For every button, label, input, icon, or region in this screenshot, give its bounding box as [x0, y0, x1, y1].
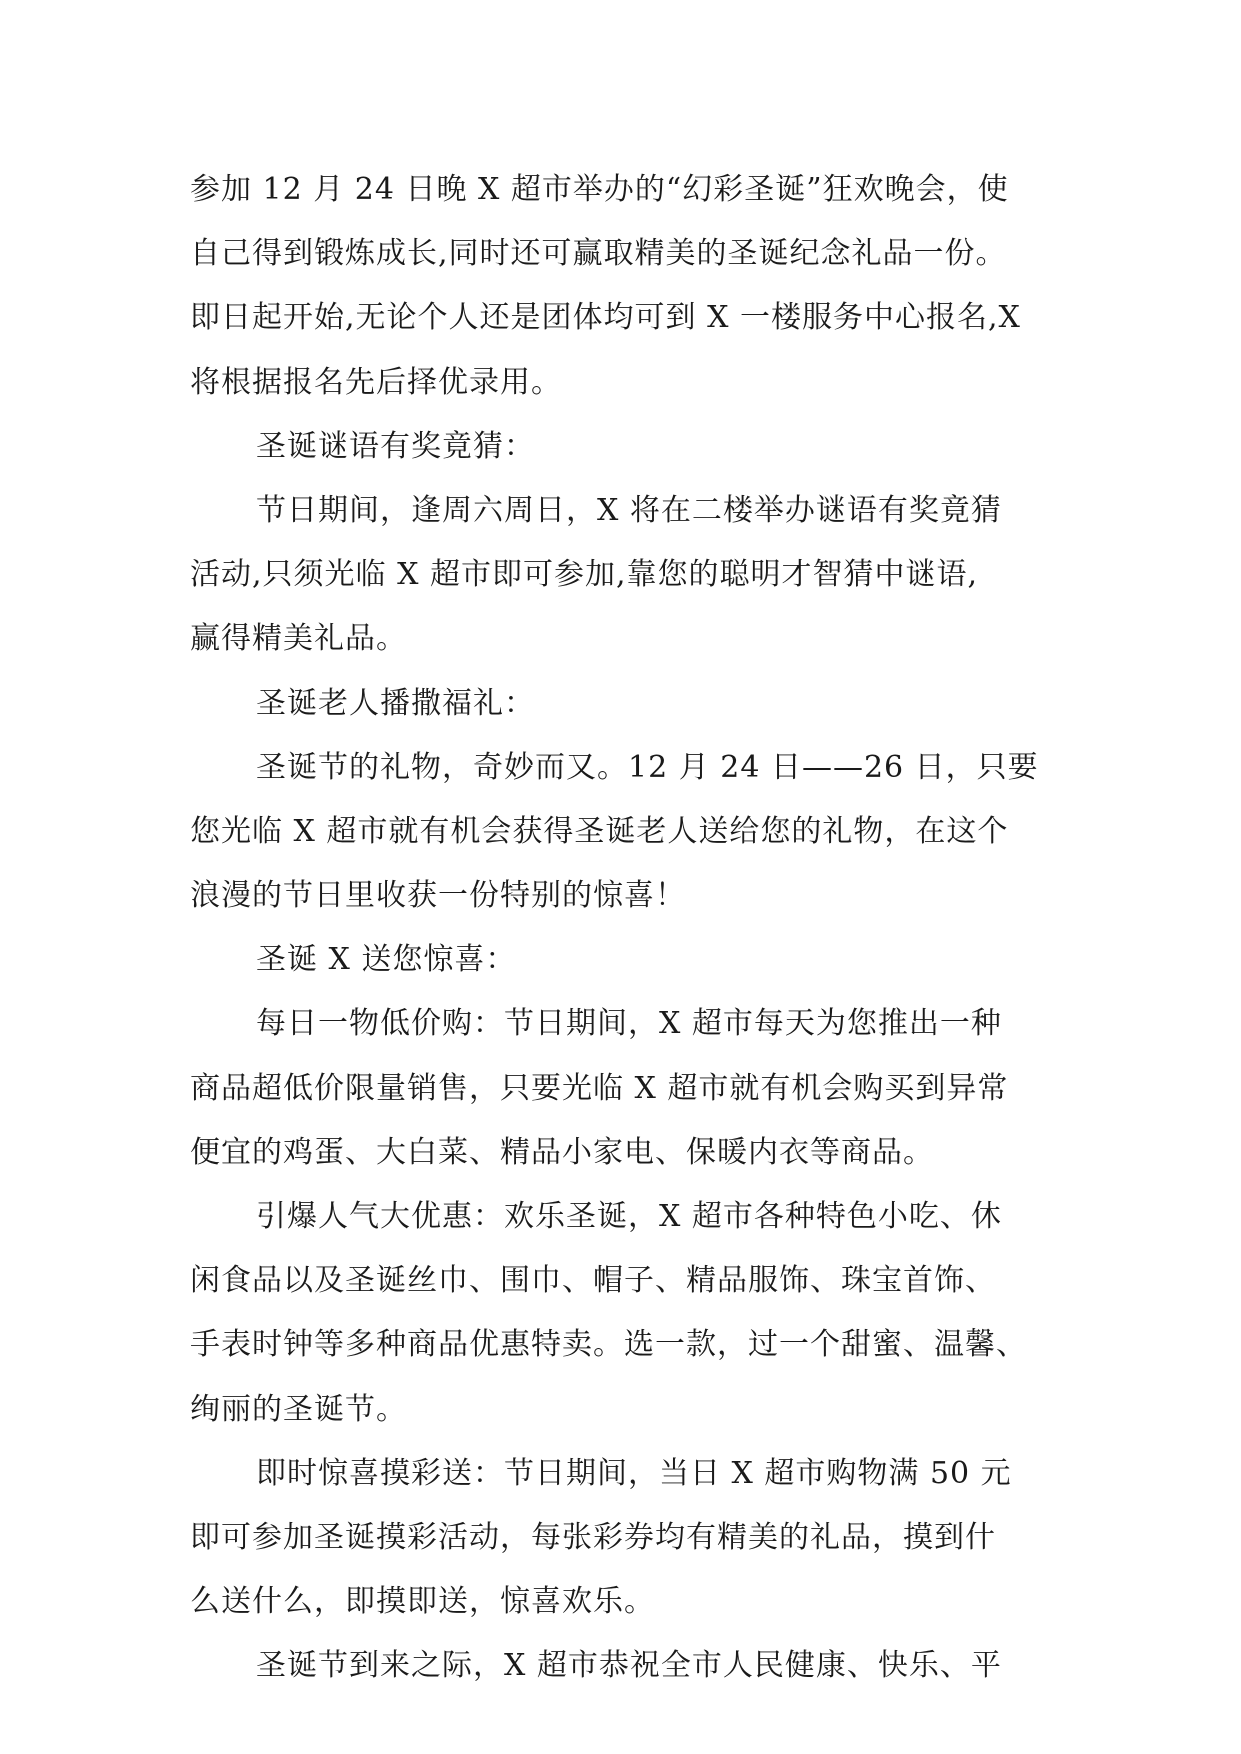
- text-line: 手表时钟等多种商品优惠特卖。选一款，过一个甜蜜、温馨、: [190, 1327, 1027, 1363]
- text-line: 浪漫的节日里收获一份特别的惊喜！: [190, 878, 686, 914]
- section-heading: 圣诞 X 送您惊喜：: [256, 942, 517, 978]
- text-line: 引爆人气大优惠：欢乐圣诞，X 超市各种特色小吃、休: [256, 1199, 1002, 1234]
- text-line: 节日期间，逢周六周日，X 将在二楼举办谜语有奖竟猜: [256, 492, 1002, 528]
- text-line: 自己得到锻炼成长,同时还可赢取精美的圣诞纪念礼品一份。: [190, 236, 1007, 272]
- section-heading: 圣诞老人播撒福礼：: [256, 685, 535, 721]
- text-line: 圣诞节的礼物，奇妙而又。12 月 24 日——26 日，只要: [256, 749, 1039, 785]
- text-line: 参加 12 月 24 日晚 X 超市举办的“幻彩圣诞”狂欢晚会，使: [190, 172, 1009, 207]
- text-line: 赢得精美礼品。: [190, 621, 407, 657]
- text-line: 便宜的鸡蛋、大白菜、精品小家电、保暖内衣等商品。: [190, 1134, 934, 1170]
- text-line: 商品超低价限量销售，只要光临 X 超市就有机会购买到异常: [190, 1070, 1009, 1106]
- text-line: 将根据报名先后择优录用。: [190, 364, 562, 400]
- text-line: 活动,只须光临 X 超市即可参加,靠您的聪明才智猜中谜语,: [190, 557, 979, 593]
- text-line: 即日起开始,无论个人还是团体均可到 X 一楼服务中心报名,X: [190, 300, 1021, 336]
- section-heading: 圣诞谜语有奖竟猜：: [256, 428, 535, 464]
- text-line: 么送什么，即摸即送，惊喜欢乐。: [190, 1584, 655, 1620]
- text-line: 即可参加圣诞摸彩活动，每张彩券均有精美的礼品，摸到什: [190, 1519, 996, 1555]
- text-line: 您光临 X 超市就有机会获得圣诞老人送给您的礼物，在这个: [190, 813, 1009, 849]
- text-line: 闲食品以及圣诞丝巾、围巾、帽子、精品服饰、珠宝首饰、: [190, 1263, 996, 1299]
- document-body: [190, 158, 1050, 1699]
- text-line: 圣诞节到来之际，X 超市恭祝全市人民健康、快乐、平: [256, 1648, 1002, 1684]
- text-line: 即时惊喜摸彩送：节日期间，当日 X 超市购物满 50 元: [256, 1455, 1012, 1491]
- text-line: 绚丽的圣诞节。: [190, 1391, 407, 1427]
- text-line: 每日一物低价购：节日期间，X 超市每天为您推出一种: [256, 1006, 1002, 1042]
